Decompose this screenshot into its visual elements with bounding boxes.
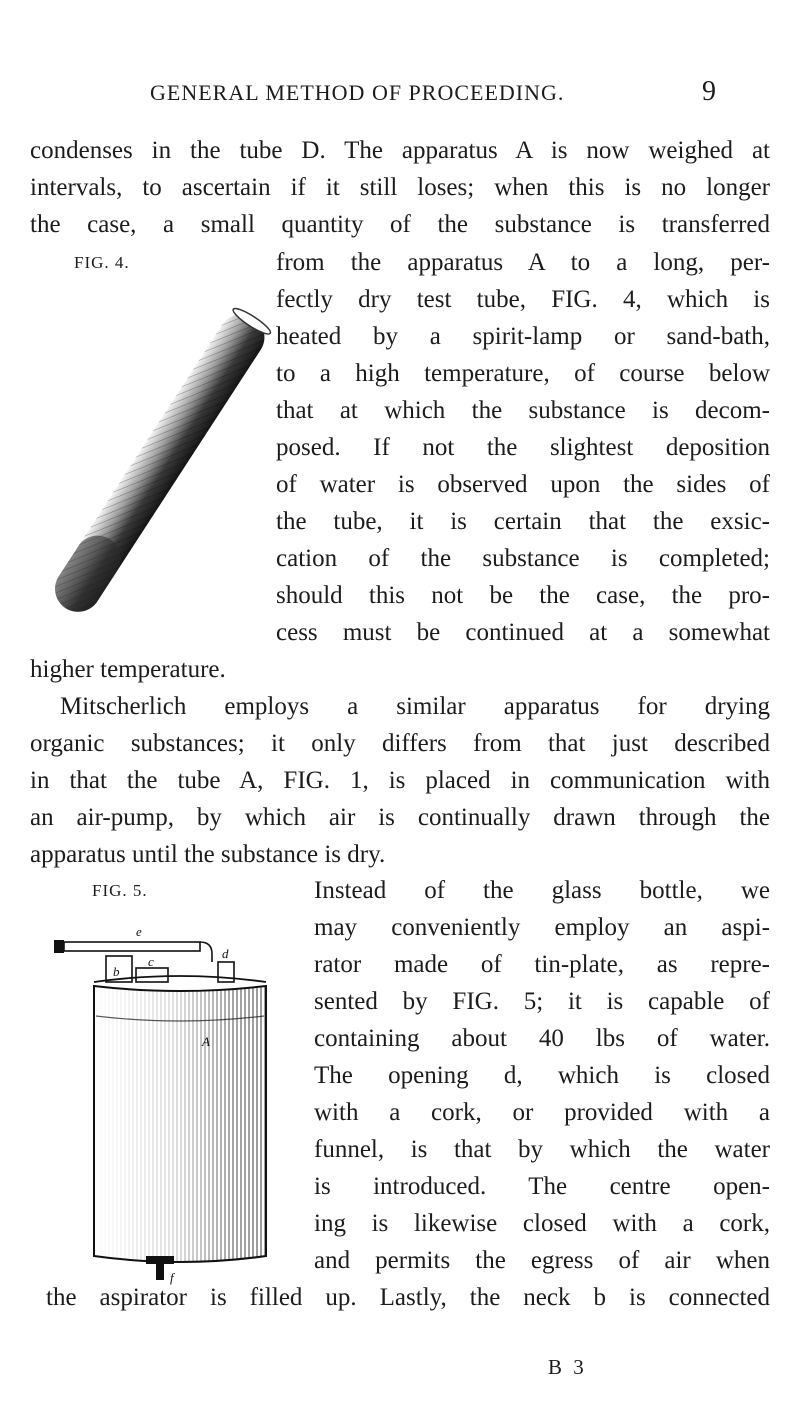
fig5-label: FIG. 5.	[92, 881, 148, 900]
body-line: heated by a spirit-lamp or sand-bath,	[276, 323, 770, 350]
fig5-letter-e: e	[136, 924, 142, 939]
body-line: may conveniently employ an aspi-	[314, 914, 770, 941]
body-line: and permits the egress of air when	[314, 1247, 770, 1274]
body-line: Instead of the glass bottle, we	[314, 877, 770, 904]
body-line: is introduced. The centre open-	[314, 1173, 770, 1200]
fig5-aspirator-illustration	[40, 896, 304, 1296]
body-line: Mitscherlich employs a similar apparatus for drying	[60, 693, 770, 720]
body-line: that at which the substance is decom-	[276, 397, 770, 424]
body-line: organic substances; it only differs from that just described	[30, 730, 770, 757]
body-line: in that the tube A, FIG. 1, is placed in communication with	[30, 767, 770, 794]
fig5-letter-c: c	[148, 954, 154, 969]
body-line: rator made of tin-plate, as repre-	[314, 951, 770, 978]
page-number: 9	[702, 76, 716, 107]
body-line: The opening d, which is closed	[314, 1062, 770, 1089]
body-line: apparatus until the substance is dry.	[30, 841, 386, 868]
fig5-letter-f: f	[170, 1270, 174, 1285]
body-line: funnel, is that by which the water	[314, 1136, 770, 1163]
body-line: with a cork, or provided with a	[314, 1099, 770, 1126]
body-line: higher temperature.	[30, 656, 226, 683]
body-line: cess must be continued at a somewhat	[276, 619, 770, 646]
body-line: the tube, it is certain that the exsic-	[276, 508, 770, 535]
fig5-letter-a: A	[202, 1034, 210, 1049]
body-line: ing is likewise closed with a cork,	[314, 1210, 770, 1237]
fig4-test-tube-illustration	[28, 282, 274, 658]
body-line: to a high temperature, of course below	[276, 360, 770, 387]
body-line: should this not be the case, the pro-	[276, 582, 770, 609]
body-line: of water is observed upon the sides of	[276, 471, 770, 498]
body-line: the case, a small quantity of the substance is transferred	[30, 211, 770, 238]
body-line: the aspirator is filled up. Lastly, the neck b is connected	[46, 1284, 770, 1311]
running-head: GENERAL METHOD OF PROCEEDING.	[150, 80, 565, 105]
body-line: intervals, to ascertain if it still loses; when this is no longer	[30, 174, 770, 201]
fig5-letter-d: d	[222, 946, 229, 961]
body-line: posed. If not the slightest deposition	[276, 434, 770, 461]
body-line: containing about 40 lbs of water.	[314, 1025, 770, 1052]
body-line: an air-pump, by which air is continually drawn through the	[30, 804, 770, 831]
body-line: sented by FIG. 5; it is capable of	[314, 988, 770, 1015]
body-line: fectly dry test tube, FIG. 4, which is	[276, 286, 770, 313]
body-line: cation of the substance is completed;	[276, 545, 770, 572]
fig5-letter-b: b	[113, 964, 120, 979]
fig4-label: FIG. 4.	[74, 253, 130, 272]
signature-mark: B 3	[548, 1355, 587, 1379]
body-line: from the apparatus A to a long, per-	[276, 249, 770, 276]
body-line: condenses in the tube D. The apparatus A is now weighed at	[30, 137, 770, 164]
